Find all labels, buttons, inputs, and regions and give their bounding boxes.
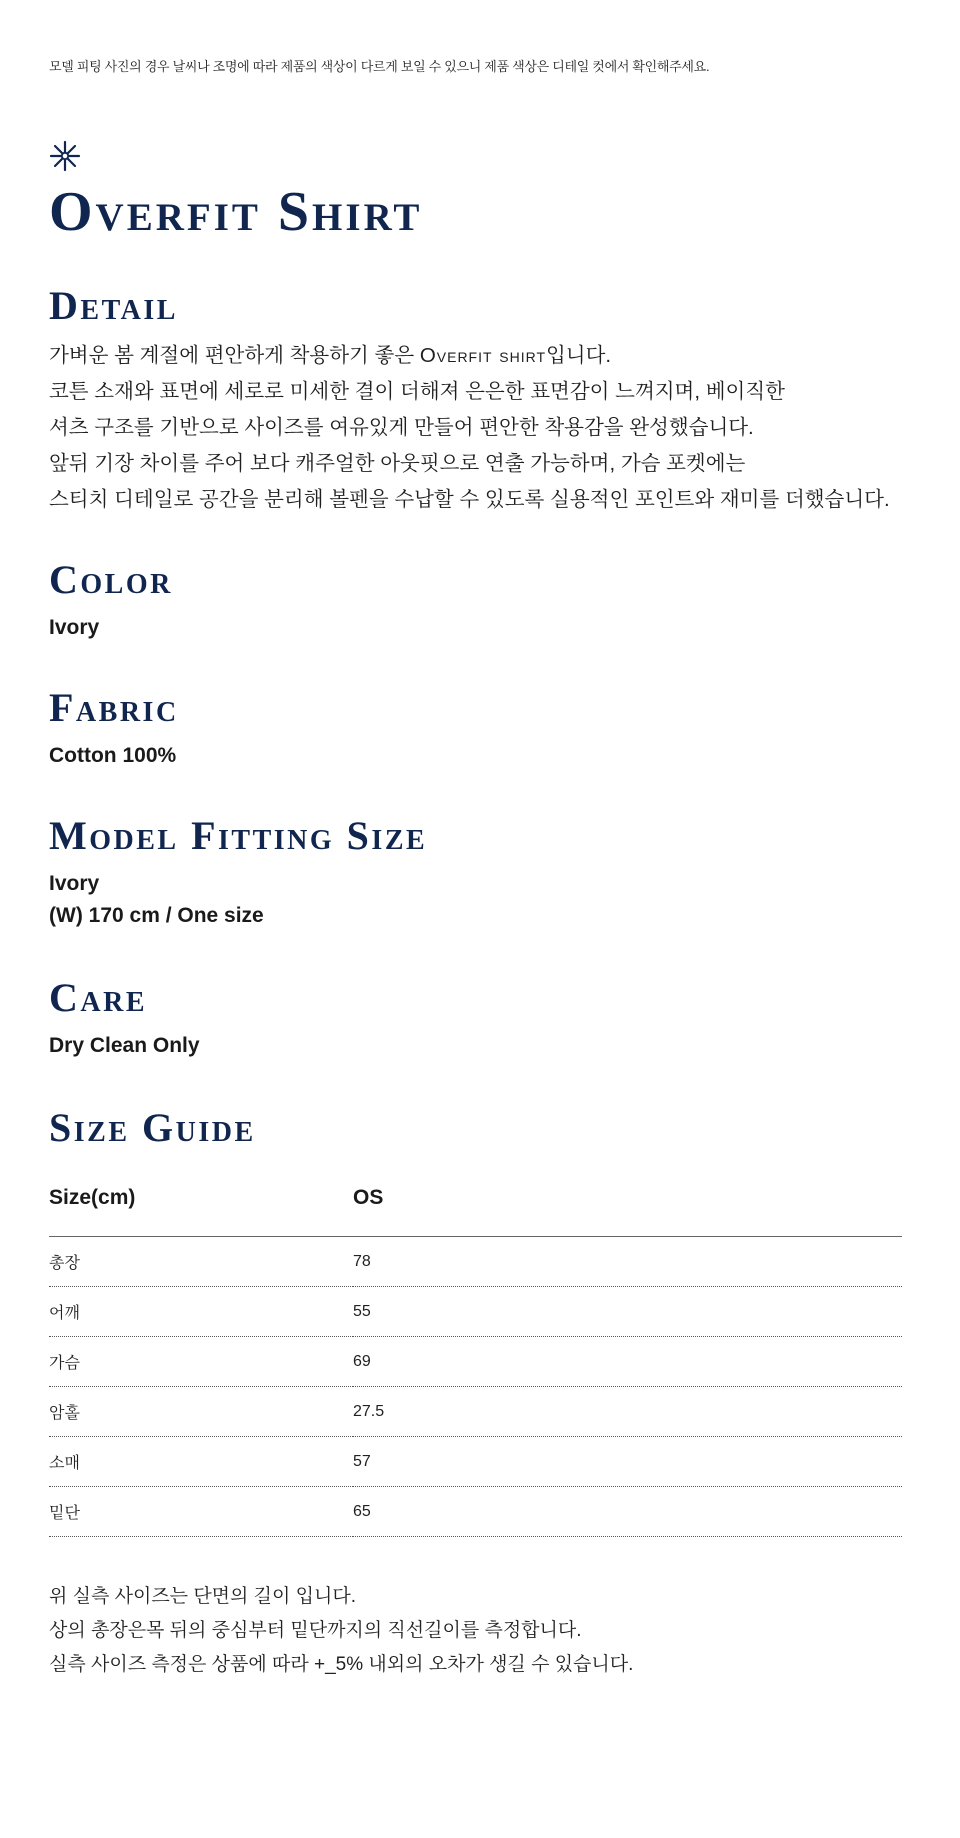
color-notice: 모델 피팅 사진의 경우 날씨나 조명에 따라 제품의 색상이 다르게 보일 수 있으니 제품 색상은 디테일 컷에서 확인해주세요. [49, 59, 710, 74]
size-column-header: Size(cm) [49, 1174, 353, 1237]
model-fitting-heading: Model Fitting Size [49, 813, 428, 858]
care-heading: Care [49, 975, 148, 1020]
detail-line-4: 앞뒤 기장 차이를 주어 보다 캐주얼한 아웃핏으로 연출 가능하며, 가슴 포켓에는 [49, 452, 746, 475]
detail-line-5: 스티치 디테일로 공간을 분리해 볼펜을 수납할 수 있도록 실용적인 포인트와 재미를 더했습니다. [49, 488, 890, 511]
table-row [49, 1487, 902, 1537]
detail-line-3: 셔츠 구조를 기반으로 사이즈를 여유있게 만들어 편안한 착용감을 완성했습니다. [49, 416, 754, 439]
measurement-notes [49, 1580, 633, 1682]
size-table-header [49, 1174, 902, 1237]
table-row [49, 1237, 902, 1287]
detail-line-2: 코튼 소재와 표면에 세로로 미세한 결이 더해져 은은한 표면감이 느껴지며, 베이직한 [49, 380, 785, 403]
detail-description [49, 338, 890, 518]
measure-value: 55 [353, 1287, 902, 1337]
snowflake-icon [49, 140, 81, 172]
fabric-heading: Fabric [49, 685, 179, 730]
measure-value: 27.5 [353, 1387, 902, 1437]
model-size: (W) 170 cm / One size [49, 904, 264, 927]
size-guide-heading: Size Guide [49, 1105, 256, 1150]
measure-value: 78 [353, 1237, 902, 1287]
measure-label: 암홀 [49, 1387, 353, 1437]
product-title: Overfit Shirt [49, 181, 423, 243]
note-line-2: 상의 총장은목 뒤의 중심부터 밑단까지의 직선길이를 측정합니다. [49, 1620, 582, 1641]
table-row [49, 1437, 902, 1487]
measure-label: 밑단 [49, 1487, 353, 1537]
model-color: Ivory [49, 872, 100, 895]
measure-label: 총장 [49, 1237, 353, 1287]
measure-label: 가슴 [49, 1337, 353, 1387]
measure-label: 소매 [49, 1437, 353, 1487]
os-column-header: OS [353, 1174, 902, 1237]
note-line-3: 실측 사이즈 측정은 상품에 따라 +_5% 내외의 오차가 생길 수 있습니다. [49, 1654, 634, 1675]
measure-label: 어깨 [49, 1287, 353, 1337]
detail-line-1: 가벼운 봄 계절에 편안하게 착용하기 좋은 Overfit shirt입니다. [49, 344, 612, 367]
measure-value: 65 [353, 1487, 902, 1537]
detail-heading: Detail [49, 283, 178, 328]
care-value: Dry Clean Only [49, 1034, 200, 1057]
table-row [49, 1287, 902, 1337]
color-heading: Color [49, 557, 173, 602]
size-table [49, 1174, 902, 1537]
measure-value: 57 [353, 1437, 902, 1487]
measure-value: 69 [353, 1337, 902, 1387]
note-line-1: 위 실측 사이즈는 단면의 길이 입니다. [49, 1586, 356, 1607]
table-row [49, 1337, 902, 1387]
fabric-value: Cotton 100% [49, 744, 177, 767]
product-name: Overfit shirt [419, 344, 546, 367]
color-value: Ivory [49, 616, 100, 639]
table-row [49, 1387, 902, 1437]
